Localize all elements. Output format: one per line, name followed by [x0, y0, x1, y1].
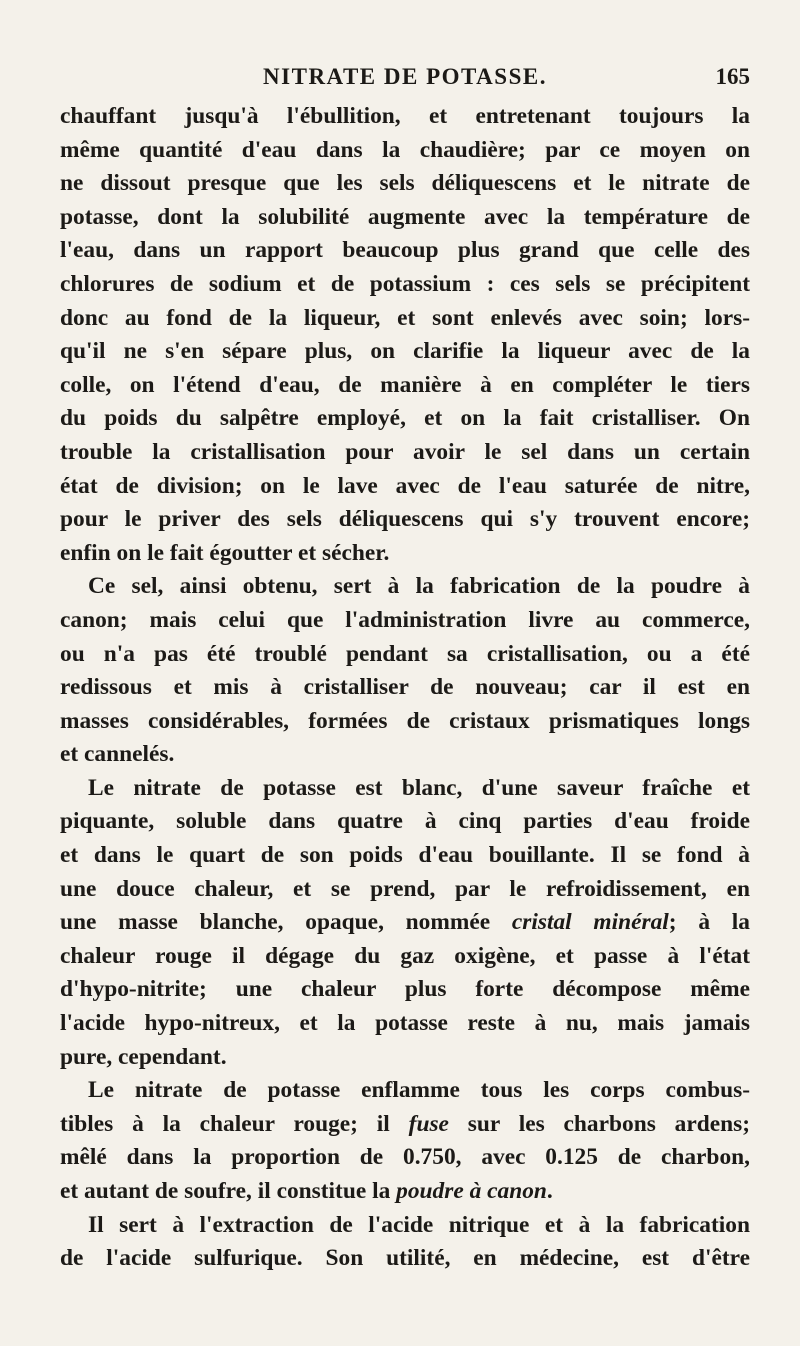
running-title: NITRATE DE POTASSE. — [263, 64, 547, 89]
text-line — [60, 1175, 750, 1209]
text-line: ne dissout presque que les sels déliquescens et le nitrate de — [60, 170, 750, 197]
text-line: l'eau, dans un rapport beaucoup plus grand que celle des — [60, 237, 750, 264]
text-line: donc au fond de la liqueur, et sont enlevés avec soin; lors- — [60, 304, 750, 331]
italic-term: cristal minéral — [511, 909, 669, 936]
text-line: potasse, dont la solubilité augmente avec la température de — [60, 203, 750, 230]
text-line: Ce sel, ainsi obtenu, sert à la fabrication de la poudre à — [88, 573, 750, 600]
text-line: pure, cependant. — [60, 1043, 227, 1070]
text-line: une douce chaleur, et se prend, par le refroidissement, en — [60, 875, 750, 902]
text-line: Le nitrate de potasse est blanc, d'une saveur fraîche et — [88, 774, 750, 801]
text-line: masses considérables, formées de cristaux prismatiques longs — [60, 707, 750, 734]
text-line: ou n'a pas été troublé pendant sa cristallisation, ou a été — [60, 640, 750, 667]
text-line: du poids du salpêtre employé, et on la fait cristalliser. On — [60, 405, 750, 432]
text-line: qu'il ne s'en sépare plus, on clarifie la liqueur avec de la — [60, 338, 750, 365]
text-line: pour le priver des sels déliquescens qui s'y trouvent encore; — [60, 506, 750, 533]
text-line: d'hypo-nitrite; une chaleur plus forte décompose même — [60, 976, 750, 1003]
text-line: redissous et mis à cristalliser de nouveau; car il est en — [60, 674, 750, 701]
italic-term: fuse — [408, 1110, 449, 1137]
text-line: état de division; on le lave avec de l'eau saturée de nitre, — [60, 472, 750, 499]
text-segment: tibles à la chaleur rouge; il — [60, 1110, 390, 1137]
text-line: et cannelés. — [60, 741, 175, 768]
text-line: Il sert à l'extraction de l'acide nitrique et à la fabrication — [88, 1211, 750, 1238]
text-line: de l'acide sulfurique. Son utilité, en médecine, est d'être — [60, 1245, 750, 1272]
text-line: mêlé dans la proportion de 0.750, avec 0.125 de charbon, — [60, 1144, 750, 1171]
text-segment: ; à la — [668, 909, 750, 936]
text-line: piquante, soluble dans quatre à cinq parties d'eau froide — [60, 808, 750, 835]
text-segment: . — [546, 1178, 553, 1204]
text-line: enfin on le fait égoutter et sécher. — [60, 539, 390, 566]
text-line: canon; mais celui que l'administration livre au commerce, — [60, 606, 750, 633]
text-line: et dans le quart de son poids d'eau bouillante. Il se fond à — [60, 842, 750, 869]
text-line: chauffant jusqu'à l'ébullition, et entretenant toujours la — [60, 103, 750, 129]
text-segment: et autant de soufre, il constitue la — [60, 1178, 391, 1204]
text-line: l'acide hypo-nitreux, et la potasse reste à nu, mais jamais — [60, 1010, 750, 1037]
text-line: chaleur rouge il dégage du gaz oxigène, et passe à l'état — [60, 942, 750, 969]
text-line: colle, on l'étend d'eau, de manière à en compléter le tiers — [60, 371, 750, 398]
italic-term: poudre à canon — [396, 1178, 547, 1204]
text-line: chlorures de sodium et de potassium : ces sels se précipitent — [60, 270, 750, 297]
running-head — [60, 60, 750, 96]
text-line: trouble la cristallisation pour avoir le sel dans un certain — [60, 438, 750, 465]
body-text — [60, 100, 750, 1276]
page-number: 165 — [715, 64, 750, 89]
text-segment: une masse blanche, opaque, nommée — [60, 909, 491, 936]
text-segment: sur les charbons ardens; — [467, 1110, 751, 1137]
text-line: même quantité d'eau dans la chaudière; par ce moyen on — [60, 136, 750, 163]
text-line — [60, 906, 750, 940]
text-line — [60, 1108, 750, 1142]
text-line: Le nitrate de potasse enflamme tous les corps combus- — [88, 1077, 750, 1104]
